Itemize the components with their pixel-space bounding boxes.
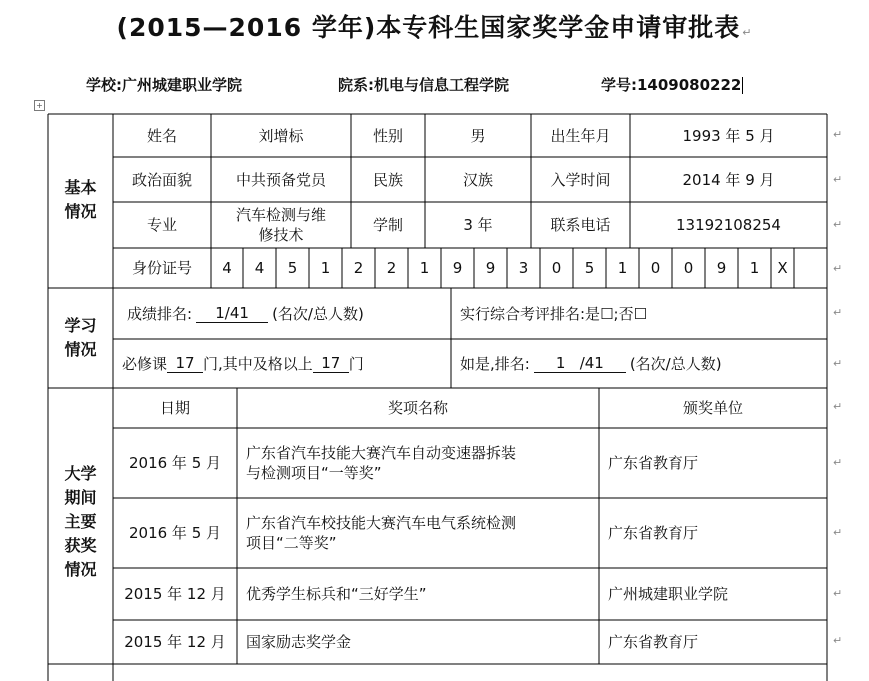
passed-course-count[interactable]: 17: [313, 354, 349, 373]
id-label: 身份证号: [131, 259, 192, 277]
award-org: 广州城建职业学院: [608, 585, 729, 603]
id-digit[interactable]: 9: [716, 259, 727, 277]
comprehensive-rank-question: 实行综合考评排名:是 ☐ ;否 ☐: [460, 304, 648, 323]
id-digit[interactable]: 1: [320, 259, 331, 277]
politics-label: 政治面貌: [131, 170, 192, 189]
checkbox-yes[interactable]: ☐: [600, 304, 614, 323]
section-label-awards: 大学 期间 主要 获奖 情况: [64, 464, 97, 579]
award-date: 2015 年 12 月: [124, 585, 226, 603]
major-value[interactable]: 汽车检测与维 修技术: [235, 206, 326, 244]
checkbox-no[interactable]: ☐: [633, 304, 648, 323]
birth-label: 出生年月: [550, 126, 611, 145]
row-end-mark: ↵: [833, 128, 843, 141]
award-date: 2016 年 5 月: [128, 454, 222, 472]
row-end-mark: ↵: [833, 456, 843, 469]
row-end-mark: ↵: [833, 218, 843, 231]
award-org: 广东省教育厅: [608, 454, 699, 472]
id-digit[interactable]: 9: [485, 259, 496, 277]
table-move-handle-icon[interactable]: +: [34, 100, 45, 111]
phone-label: 联系电话: [550, 216, 611, 234]
award-org: 广东省教育厅: [608, 633, 699, 651]
row-end-mark: ↵: [833, 634, 843, 647]
award-date: 2015 年 12 月: [124, 633, 226, 651]
awards-header-date: 日期: [159, 399, 190, 417]
id-digit[interactable]: 1: [617, 259, 628, 277]
award-org: 广东省教育厅: [608, 524, 699, 542]
required-course-count[interactable]: 17: [167, 354, 203, 373]
id-digit[interactable]: 2: [386, 259, 397, 277]
id-digit[interactable]: 0: [683, 259, 694, 277]
id-digit[interactable]: 2: [353, 259, 364, 277]
enroll-value[interactable]: 2014 年 9 月: [682, 170, 775, 189]
award-date: 2016 年 5 月: [128, 524, 222, 542]
section-label-study: 学习 情况: [64, 316, 97, 359]
school-field: 学校:广州城建职业学院: [86, 76, 243, 94]
id-digit[interactable]: 0: [650, 259, 661, 277]
required-courses-field: 必修课 17 门,其中及格以上 17 门: [122, 354, 364, 373]
row-end-mark: ↵: [833, 262, 843, 275]
id-digit[interactable]: 1: [749, 259, 760, 277]
id-digit[interactable]: 5: [584, 259, 595, 277]
gender-value[interactable]: 男: [470, 126, 486, 145]
years-label: 学制: [372, 216, 403, 234]
major-label: 专业: [146, 216, 177, 234]
id-digit[interactable]: X: [777, 259, 788, 277]
grade-rank-value[interactable]: 1/41: [196, 304, 268, 323]
row-end-mark: ↵: [833, 400, 843, 413]
award-name: 广东省汽车技能大赛汽车自动变速器拆装 与检测项目“一等奖”: [246, 444, 517, 482]
birth-value[interactable]: 1993 年 5 月: [682, 126, 775, 145]
politics-value[interactable]: 中共预备党员: [235, 170, 326, 189]
comprehensive-rank-field: 如是,排名: 1 /41 (名次/总人数): [460, 354, 722, 373]
id-digit[interactable]: 9: [452, 259, 463, 277]
awards-header-org: 颁奖单位: [682, 399, 743, 417]
id-digit[interactable]: 0: [551, 259, 562, 277]
name-label: 姓名: [146, 126, 177, 145]
award-name: 广东省汽车校技能大赛汽车电气系统检测 项目“二等奖”: [246, 514, 517, 552]
award-name: 国家励志奖学金: [246, 633, 352, 651]
phone-value[interactable]: 13192108254: [676, 216, 781, 234]
id-digit[interactable]: 4: [254, 259, 265, 277]
row-end-mark: ↵: [833, 306, 843, 319]
name-value[interactable]: 刘增标: [258, 126, 304, 145]
gender-label: 性别: [372, 126, 403, 145]
id-digit[interactable]: 1: [419, 259, 430, 277]
department-field: 院系:机电与信息工程学院: [338, 76, 510, 94]
section-label-basic: 基本 情况: [64, 178, 97, 221]
id-digit[interactable]: 4: [222, 259, 232, 277]
id-digit[interactable]: 5: [287, 259, 298, 277]
grade-rank-field: 成绩排名: 1/41 (名次/总人数): [127, 304, 364, 323]
ethnic-label: 民族: [372, 170, 403, 189]
row-end-mark: ↵: [833, 357, 843, 370]
comprehensive-rank-value[interactable]: 1 /41: [534, 354, 626, 373]
awards-header-name: 奖项名称: [387, 399, 448, 417]
row-end-mark: ↵: [833, 526, 843, 539]
award-name: 优秀学生标兵和“三好学生”: [246, 585, 427, 603]
form-title: (2015—2016 学年)本专科生国家奖学金申请审批表 ↵: [116, 13, 753, 42]
ethnic-value[interactable]: 汉族: [462, 170, 493, 189]
enroll-label: 入学时间: [550, 170, 611, 189]
id-digit[interactable]: 3: [518, 259, 529, 277]
student-id-field[interactable]: 学号:1409080222: [601, 76, 742, 94]
row-end-mark: ↵: [833, 587, 843, 600]
row-end-mark: ↵: [833, 173, 843, 186]
years-value[interactable]: 3 年: [463, 216, 493, 234]
